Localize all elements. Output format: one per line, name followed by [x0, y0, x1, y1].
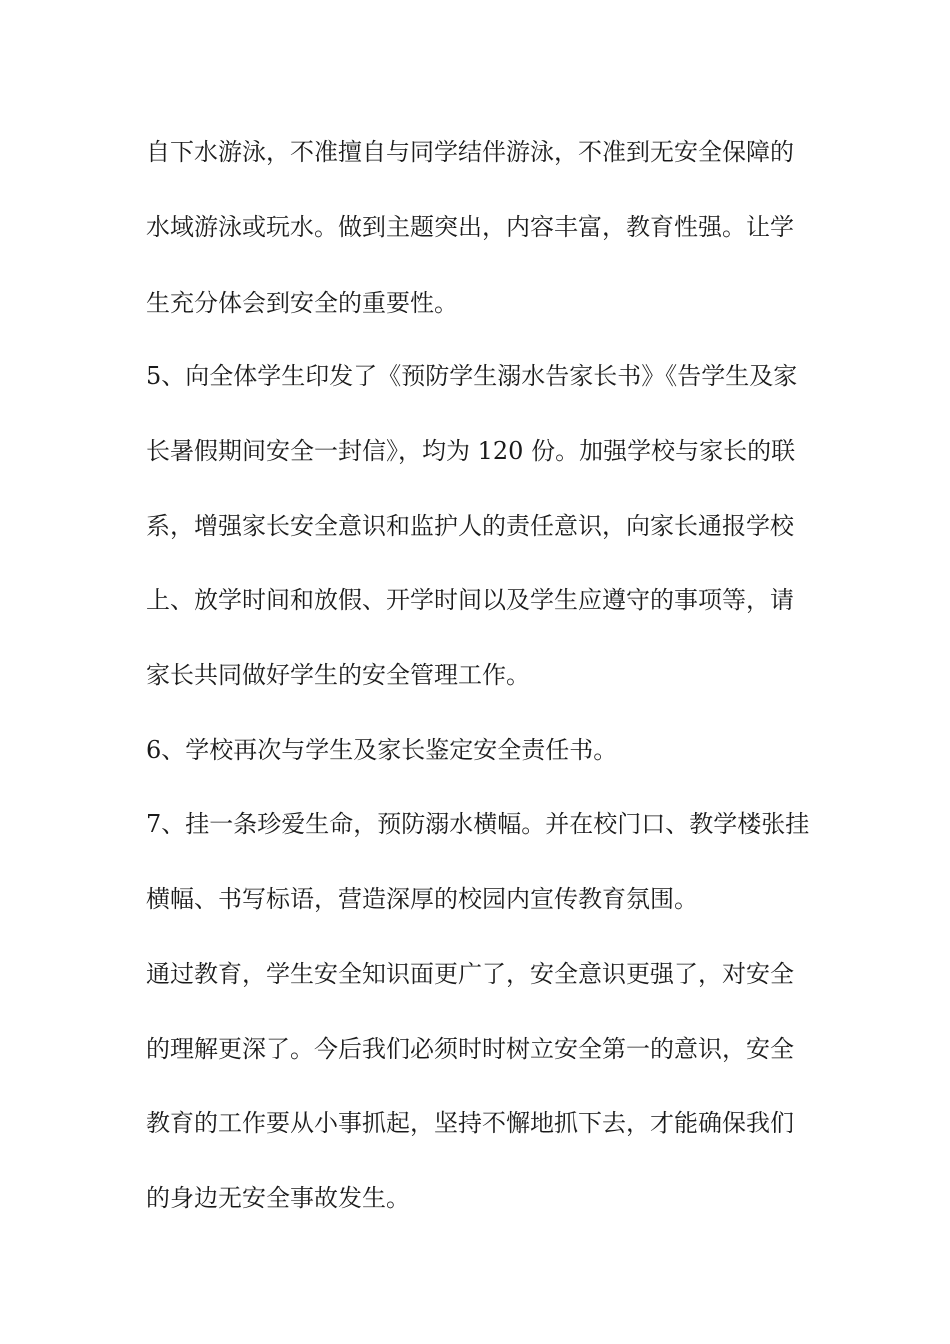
text-line: 6、学校再次与学生及家长鉴定安全责任书。 — [146, 736, 618, 764]
text-line: 5、向全体学生印发了《预防学生溺水告家长书》《告学生及家 — [146, 362, 798, 390]
text-line: 7、挂一条珍爱生命，预防溺水横幅。并在校门口、教学楼张挂 — [146, 810, 810, 838]
text-line: 家长共同做好学生的安全管理工作。 — [146, 661, 530, 689]
text-line: 通过教育，学生安全知识面更广了，安全意识更强了，对安全 — [146, 960, 794, 988]
text-line: 上、放学时间和放假、开学时间以及学生应遵守的事项等，请 — [146, 586, 794, 614]
text-line: 教育的工作要从小事抓起，坚持不懈地抓下去，才能确保我们 — [146, 1109, 794, 1137]
text-line: 自下水游泳，不准擅自与同学结伴游泳，不准到无安全保障的 — [146, 138, 794, 166]
text-line: 横幅、书写标语，营造深厚的校园内宣传教育氛围。 — [146, 885, 698, 913]
text-line: 系，增强家长安全意识和监护人的责任意识，向家长通报学校 — [146, 512, 794, 540]
text-line: 的身边无安全事故发生。 — [146, 1184, 410, 1212]
text-line: 水域游泳或玩水。做到主题突出，内容丰富，教育性强。让学 — [146, 213, 794, 241]
text-line: 的理解更深了。今后我们必须时时树立安全第一的意识，安全 — [146, 1035, 794, 1063]
text-line: 长暑假期间安全一封信》，均为 120 份。加强学校与家长的联 — [146, 437, 796, 465]
text-line: 生充分体会到安全的重要性。 — [146, 289, 458, 317]
